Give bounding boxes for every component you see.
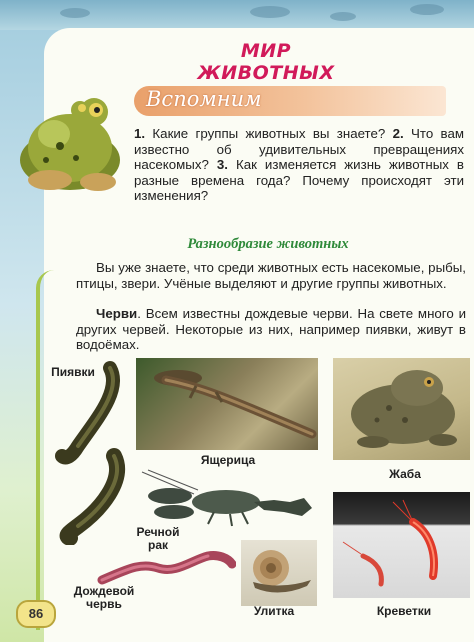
lizard-photo [136, 358, 318, 450]
question-number: 2. [392, 126, 404, 141]
lizard-caption: Ящерица [200, 453, 256, 467]
toad-caption: Жаба [389, 467, 421, 481]
fish-decoration [330, 12, 356, 21]
intro-paragraph: Вы уже знаете, что среди животных есть насекомые, рыбы, птицы, звери. Учёные выделяют и другие группы животных. [76, 260, 466, 291]
question-text: Как изменяется жизнь животных в разные времена года? Почему происходят эти изменения? [134, 157, 464, 204]
question-text: Какие группы животных вы знаете? [152, 126, 386, 141]
worms-term: Черви [96, 306, 138, 321]
question-number: 1. [134, 126, 146, 141]
recall-label: Вспомним [146, 87, 262, 111]
page-title: МИР ЖИВОТНЫХ [197, 40, 335, 84]
earthworm-image [96, 540, 236, 590]
fish-decoration [410, 4, 444, 15]
question-number: 3. [216, 157, 228, 173]
recall-questions [134, 126, 464, 204]
snail-caption: Улитка [253, 604, 295, 618]
snail-photo [241, 540, 317, 606]
page-number: 86 [16, 600, 56, 628]
shrimp-photo [333, 492, 470, 598]
question-text: Что вам известно об удивительных превращениях насекомых? [134, 126, 464, 173]
fish-decoration [250, 6, 290, 18]
crayfish-caption: Речной рак [136, 525, 180, 552]
leeches-caption: Пиявки [51, 365, 95, 379]
section-title: Разнообразие животных [187, 236, 349, 252]
frog-figurine-image [10, 88, 130, 198]
worms-paragraph [76, 306, 466, 353]
fish-decoration [60, 8, 90, 18]
toad-photo [333, 358, 470, 460]
shrimp-caption: Креветки [376, 604, 432, 618]
worms-text: . Всем известны дождевые черви. На свете много и других червей. Некоторые из них, например пиявки, живут в водоёмах. [76, 306, 466, 353]
earthworm-caption: Дождевой червь [73, 584, 135, 611]
leeches-image [52, 360, 132, 545]
crayfish-image [134, 468, 316, 530]
